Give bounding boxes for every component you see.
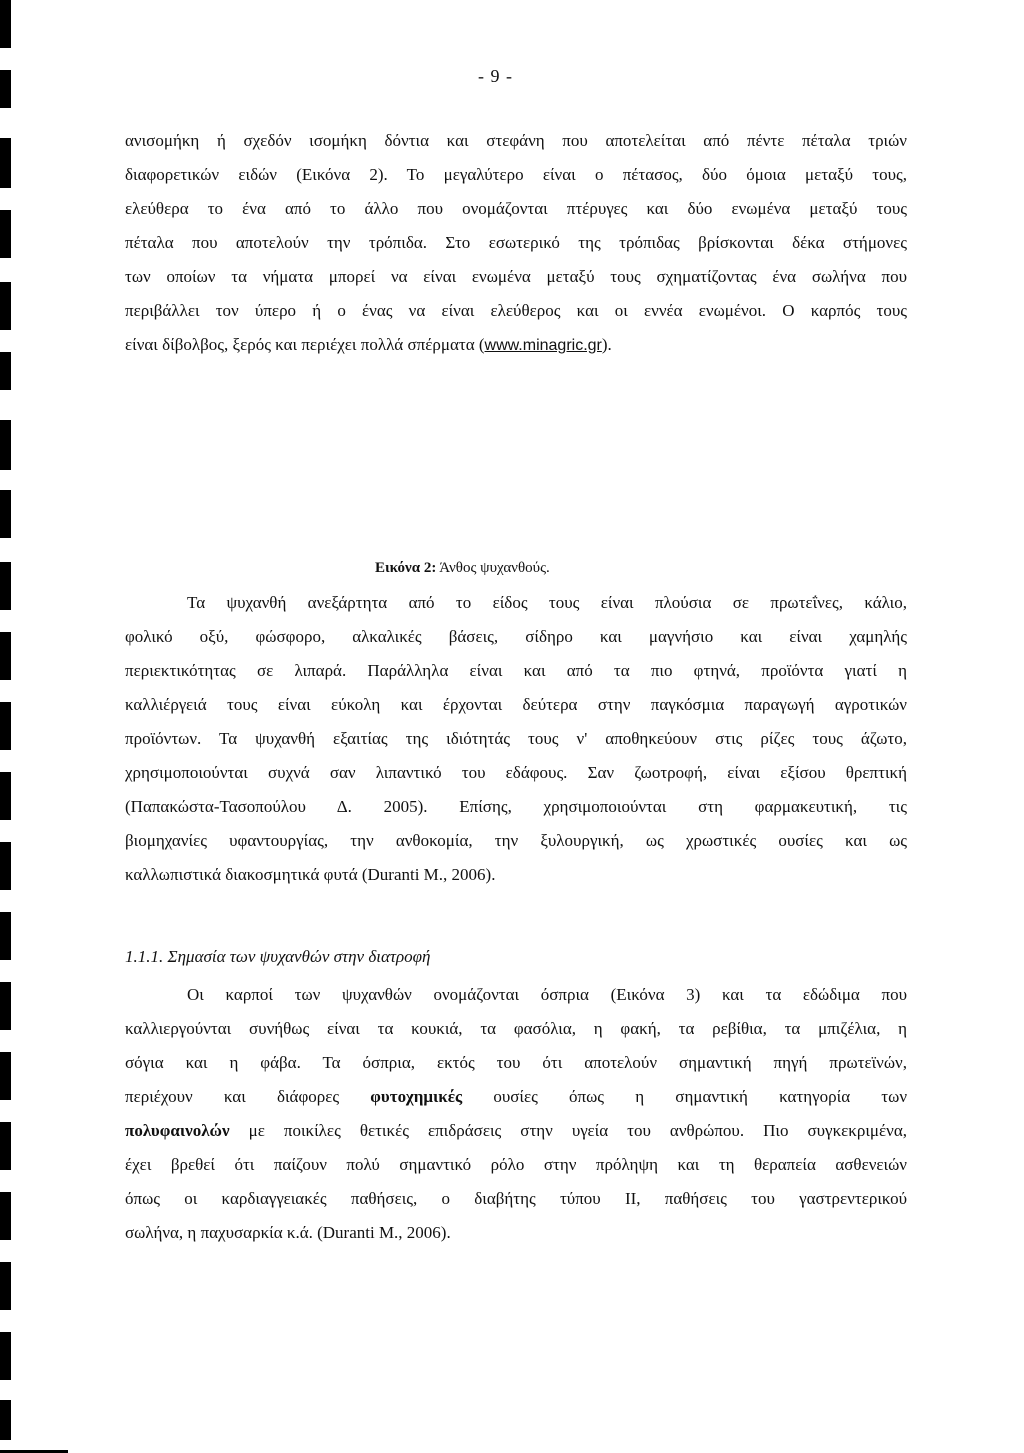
text-line: (Παπακώστα-Τασοπούλου Δ. 2005). Επίσης, χρησιμοποιούνται στη φαρμακευτική, τις — [125, 797, 907, 816]
text-fragment: με ποικίλες θετικές επιδράσεις στην υγεία του ανθρώπου. Πιο συγκεκριμένα, — [229, 1121, 907, 1140]
text-fragment: περιέχουν και διάφορες — [125, 1087, 371, 1106]
scan-edge-mark — [0, 282, 11, 330]
text-line: καλλιέργειά τους είναι εύκολη και έρχονται δεύτερα στην παγκόσμια παραγωγή αγροτικών — [125, 695, 907, 714]
text-line: σωλήνα, η παχυσαρκία κ.ά. (Duranti M., 2006). — [125, 1223, 451, 1242]
scan-edge-mark — [0, 490, 11, 538]
scan-edge-mark — [0, 1262, 11, 1310]
text-fragment: ). — [601, 335, 612, 354]
text-line: έχει βρεθεί ότι παίζουν πολύ σημαντικό ρόλο στην πρόληψη και τη θεραπεία ασθενειών — [125, 1155, 907, 1174]
text-line: όπως οι καρδιαγγειακές παθήσεις, ο διαβήτης τύπου ΙΙ, παθήσεις του γαστρεντερικού — [125, 1189, 907, 1208]
scan-edge-mark — [0, 1400, 11, 1440]
text-line: καλλιεργούνται συνήθως είναι τα κουκιά, τα φασόλια, η φακή, τα ρεβίθια, τα μπιζέλια, η — [125, 1019, 907, 1038]
text-line: ελεύθερα το ένα από το άλλο που ονομάζονται πτέρυγες και δύο ενωμένα μεταξύ τους — [125, 199, 907, 218]
figure-caption — [375, 556, 775, 580]
scan-edge-mark — [0, 1122, 11, 1170]
paragraph-3 — [125, 978, 907, 1250]
bold-term: φυτοχημικές — [370, 1087, 463, 1106]
text-line: βιομηχανίες υφαντουργίας, την ανθοκομία, την ξυλουργική, ως χρωστικές ουσίες και ως — [125, 831, 907, 850]
scan-edge-mark — [0, 632, 11, 680]
text-line: χρησιμοποιούνται συχνά σαν λιπαντικό του εδάφους. Σαν ζωοτροφή, είναι εξίσου θρεπτική — [125, 763, 907, 782]
caption-label: Εικόνα 2: — [375, 560, 437, 576]
scan-edge-mark — [0, 562, 11, 610]
text-line: προϊόντων. Τα ψυχανθή εξαιτίας της ιδιότητάς τους ν' αποθηκεύουν στις ρίζες τους άζωτο, — [125, 729, 907, 748]
scan-edge-mark — [0, 210, 11, 258]
scan-edge-mark — [0, 982, 11, 1030]
page-number: - 9 - — [478, 66, 513, 86]
text-line: των οποίων τα νήματα μπορεί να είναι ενωμένα μεταξύ τους σχηματίζοντας ένα σωλήνα που — [125, 267, 907, 286]
text-line — [125, 1114, 907, 1148]
scan-edge-mark — [0, 70, 11, 108]
text-fragment: είναι δίβολβος, ξερός και περιέχει πολλά σπέρματα ( — [125, 335, 485, 354]
bold-term: πολυφαινολών — [125, 1121, 230, 1140]
text-line: καλλωπιστικά διακοσμητικά φυτά (Duranti M., 2006). — [125, 865, 496, 884]
text-line: περιβάλλει τον ύπερο ή ο ένας να είναι ελεύθερος και οι εννέα ενωμένοι. Ο καρπός τους — [125, 301, 907, 320]
paragraph-1 — [125, 124, 907, 363]
text-line: περιεκτικότητας σε λιπαρά. Παράλληλα είναι και από τα πιο φτηνά, προϊόντα γιατί η — [125, 661, 907, 680]
scan-edge-mark — [0, 420, 11, 470]
scan-edge-mark — [0, 1332, 11, 1380]
scan-edge-mark — [0, 842, 11, 890]
scan-edge-mark — [0, 1192, 11, 1240]
caption-text: Άνθος ψυχανθούς. — [436, 560, 550, 576]
source-link[interactable]: www.minagric.gr — [484, 337, 602, 354]
text-line: διαφορετικών ειδών (Εικόνα 2). Το μεγαλύτερο είναι ο πέτασος, δύο όμοια μεταξύ τους, — [125, 165, 907, 184]
text-line — [125, 1080, 907, 1114]
text-line: Οι καρποί των ψυχανθών ονομάζονται όσπρια (Εικόνα 3) και τα εδώδιμα που — [187, 985, 907, 1004]
text-fragment: ουσίες όπως η σημαντική κατηγορία των — [462, 1087, 908, 1106]
text-line: Τα ψυχανθή ανεξάρτητα από το είδος τους είναι πλούσια σε πρωτεΐνες, κάλιο, — [187, 593, 907, 612]
scan-edge-mark — [0, 702, 11, 750]
text-line: πέταλα που αποτελούν την τρόπιδα. Στο εσωτερικό της τρόπιδας βρίσκονται δέκα στήμονες — [125, 233, 907, 252]
text-line: ανισομήκη ή σχεδόν ισομήκη δόντια και στεφάνη που αποτελείται από πέντε πέταλα τριών — [125, 131, 907, 150]
scan-edge-mark — [0, 912, 11, 960]
section-heading: 1.1.1. Σημασία των ψυχανθών στην διατροφή — [125, 947, 431, 966]
text-line — [125, 328, 907, 363]
paragraph-2 — [125, 586, 907, 892]
scan-edge-mark — [0, 0, 11, 48]
text-line: σόγια και η φάβα. Τα όσπρια, εκτός του ότι αποτελούν σημαντική πηγή πρωτεϊνών, — [125, 1053, 907, 1072]
scan-edge-mark — [0, 1052, 11, 1100]
text-line: φολικό οξύ, φώσφορο, αλκαλικές βάσεις, σίδηρο και μαγνήσιο και είναι χαμηλής — [125, 627, 907, 646]
scan-edge-mark — [0, 138, 11, 188]
scan-edge-mark — [0, 352, 11, 390]
scan-edge-mark — [0, 772, 11, 820]
